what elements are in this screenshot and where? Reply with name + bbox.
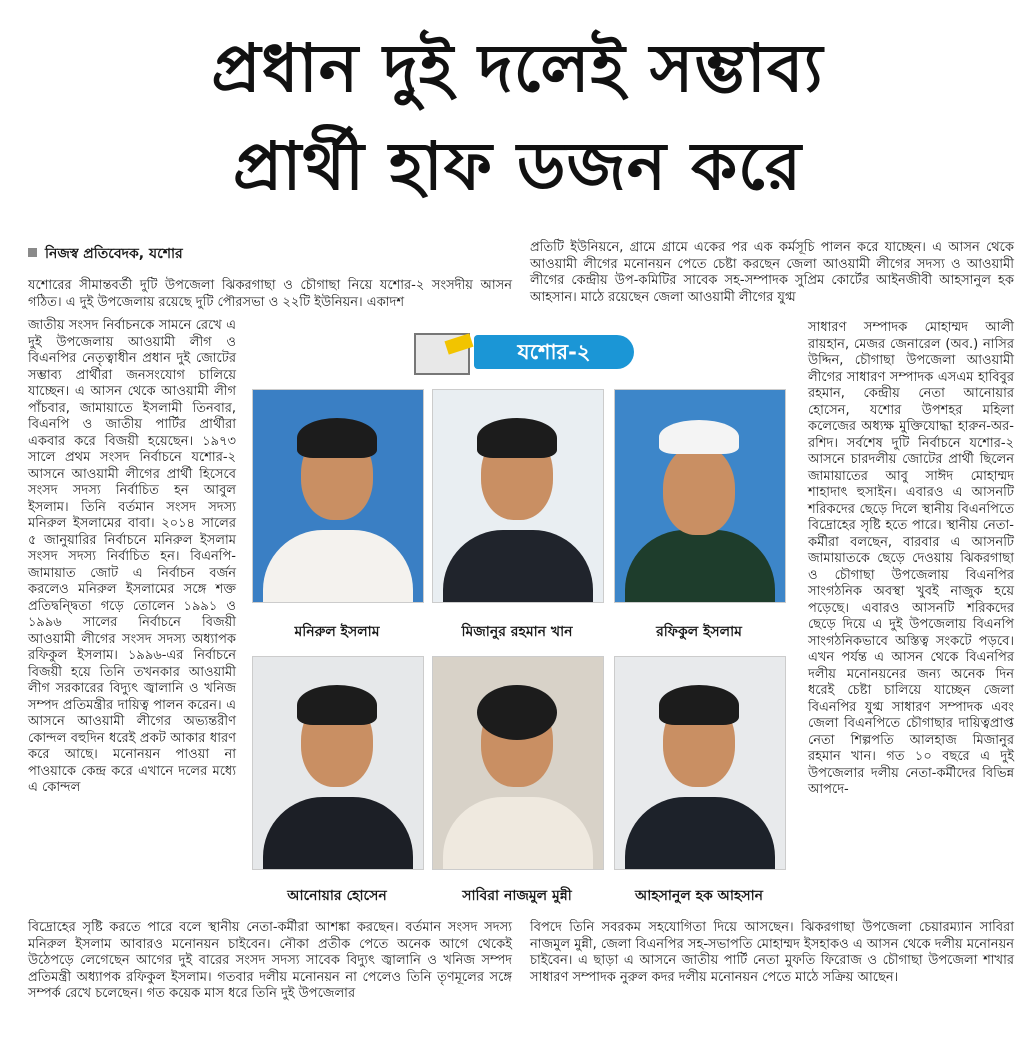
top-right-paragraph: প্রতিটি ইউনিয়নে, গ্রামে গ্রামে একের পর এক কর্মসূচি পালন করে যাচ্ছেন। এ আসন থেকে আওয়ামী লীগের মনোনয়ন পেতে চেষ্টা করছেন জেলা আওয়ামী লীগের সদস্য ও আওয়ামী লীগের কেন্দ্রীয় উপ-কমিটির সাবেক সহ-সম্পাদক সুপ্রিম কোর্টের আইনজীবী আহসানুল হক আহসান। মাঠে রয়েছেন জেলা আওয়ামী লীগের যুগ্ম (530, 240, 1014, 305)
photo-caption: রফিকুল ইসলাম (656, 624, 742, 640)
headline-line-1: প্রধান দুই দলেই সম্ভাব্য (211, 30, 824, 107)
bullet-square-icon (28, 248, 37, 257)
photo-caption: আহসানুল হক আহসান (634, 888, 764, 904)
photo-caption: সাবিরা নাজমুল মুন্নী (462, 888, 572, 904)
candidate-photo (432, 656, 604, 870)
headline-line-2: প্রার্থী হাফ ডজন করে (232, 128, 803, 205)
seat-banner-label: যশোর-২ (474, 335, 634, 369)
candidate-photo (614, 389, 786, 603)
right-column-text: সাধারণ সম্পাদক মোহাম্মদ আলী রায়হান, মেজর জেনারেল (অব.) নাসির উদ্দিন, চৌগাছা উপজেলা আওয়ামী লীগের সাধারণ সম্পাদক এসএম হাবিবুর রহমান, কেন্দ্রীয় নেতা আনোয়ার হোসেন, যশোর উপশহর মহিলা কলেজের অধ্যক্ষ মুক্তিযোদ্ধা হারুন-অর-রশিদ। সর্বশেষ দুটি নির্বাচনে যশোর-২ আসনে চারদলীয় জোটের প্রার্থী ছিলেন জামায়াতের আবু সাঈদ মোহাম্মদ শাহাদাৎ হুসাইন। এবারও এ আসনটি শরিকদের ছেড়ে দিলে স্থানীয় বিএনপিতে বিদ্রোহের সৃষ্টি হতে পারে। স্থানীয় নেতা-কর্মীরা বলছেন, বারবার এ আসনটি জামায়াতকে ছেড়ে দেওয়ায় ঝিকরগাছা ও চৌগাছা উপজেলায় বিএনপির সাংগঠনিক অবস্থা খুবই নাজুক হয়ে পড়েছে। এবারও আসনটি শরিকদের ছেড়ে দিয়ে এ দুই উপজেলায় বিএনপি সাংগঠনিকভাবে অস্তিত্ব সংকটে পড়বে। এখন পর্যন্ত এ আসন থেকে বিএনপির দলীয় মনোনয়নের জন্য অনেক দিন ধরেই চেষ্টা চালিয়ে যাচ্ছেন জেলা বিএনপির যুগ্ম সাধারণ সম্পাদক এবং জেলা বিএনপিতে চৌগাছার দায়িত্বপ্রাপ্ত নেতা শিল্পপতি আলহাজ মিজানুর রহমান খান। গত ১০ বছরে এ দুই উপজেলার দলীয় নেতা-কর্মীদের বিভিন্ন আপদে- (808, 320, 1014, 797)
intro-paragraph: যশোরের সীমান্তবর্তী দুটি উপজেলা ঝিকরগাছা ও চৌগাছা নিয়ে যশোর-২ সংসদীয় আসন গঠিত। এ দুই উপজেলায় রয়েছে দুটি পৌরসভা ও ২২টি ইউনিয়ন। একাদশ (28, 278, 512, 310)
bottom-left-paragraph: বিদ্রোহের সৃষ্টি করতে পারে বলে স্থানীয় নেতা-কর্মীরা আশঙ্কা করছেন। বর্তমান সংসদ সদস্য মনিরুল ইসলাম আবারও মনোনয়ন চাইবেন। নৌকা প্রতীক পেতে অনেক আগে থেকেই উঠেপড়ে লেগেছেন আগের দুই বারের সংসদ সদস্য সাবেক বিদ্যুৎ জ্বালানি ও খনিজ সম্পদ প্রতিমন্ত্রী অধ্যাপক রফিকুল ইসলাম। গতবার দলীয় মনোনয়ন না পেলেও তিনি তৃণমূলের সঙ্গে সম্পর্ক রেখে চলেছেন। গত কয়েক মাস ধরে তিনি দুই উপজেলার (28, 920, 512, 1001)
candidate-photo (252, 656, 424, 870)
photo-hair (297, 418, 377, 458)
seat-banner (396, 325, 636, 379)
byline (28, 242, 183, 266)
candidate-photo (614, 656, 786, 870)
candidate-photo (252, 389, 424, 603)
ballot-box-icon (414, 333, 470, 375)
bottom-right-paragraph: বিপদে তিনি সবরকম সহযোগিতা দিয়ে আসছেন। ঝিকরগাছা উপজেলা চেয়ারম্যান সাবিরা নাজমুল মুন্নী, জেলা বিএনপির সহ-সভাপতি মোহাম্মদ ইসহাকও এ আসন থেকে দলীয় মনোনয়ন চাইবেন। এ ছাড়া এ আসনে জাতীয় পার্টি নেতা মুফতি ফিরোজ ও চৌগাছা উপজেলা শাখার সাধারণ সম্পাদক নুরুল কদর দলীয় মনোনয়ন পেতে মাঠে সক্রিয় আছেন। (530, 920, 1014, 985)
photo-caption: মিজানুর রহমান খান (461, 624, 573, 640)
candidate-photo (432, 389, 604, 603)
byline-text: নিজস্ব প্রতিবেদক, যশোর (45, 246, 183, 262)
left-column-text: জাতীয় সংসদ নির্বাচনকে সামনে রেখে এ দুই উপজেলায় আওয়ামী লীগ ও বিএনপির নেতৃত্বাধীন প্রধান দুই জোটের সম্ভাব্য প্রার্থীরা জনসংযোগ চালিয়ে যাচ্ছেন। এ আসন থেকে আওয়ামী লীগ পাঁচবার, জামায়াতে ইসলামী তিনবার, বিএনপি ও জাতীয় পার্টির প্রার্থীরা একবার করে বিজয়ী হয়েছেন। ১৯৭৩ সালে প্রথম সংসদ নির্বাচনে যশোর-২ আসনে আওয়ামী লীগের প্রার্থী হিসেবে সংসদ সদস্য নির্বাচিত হন আবুল ইসলাম। তিনি বর্তমান সংসদ সদস্য মনিরুল ইসলামের বাবা। ২০১৪ সালের ৫ জানুয়ারির নির্বাচনে মনিরুল ইসলাম সংসদ সদস্য নির্বাচিত হন। বিএনপি-জামায়াত জোট এ নির্বাচন বর্জন করলেও মনিরুল ইসলামের সঙ্গে শক্ত প্রতিদ্বন্দ্বিতা গড়ে তোলেন ১৯৯১ ও ১৯৯৬ সালের নির্বাচনে বিজয়ী আওয়ামী লীগের সংসদ সদস্য অধ্যাপক রফিকুল ইসলাম। ১৯৯৬-এর নির্বাচনে বিজয়ী হয়ে তিনি তখনকার আওয়ামী লীগ সরকারের বিদ্যুৎ জ্বালানি ও খনিজ সম্পদ প্রতিমন্ত্রীর দায়িত্ব পালন করেন। এ আসনে আওয়ামী লীগের অভ্যন্তরীণ কোন্দল বহুদিন ধরেই প্রকট আকার ধারণ করে আছে। মনোনয়ন পাওয়া না পাওয়াকে কেন্দ্র করে এখানে দলের মধ্যে এ কোন্দল (28, 318, 236, 795)
photo-caption: মনিরুল ইসলাম (294, 624, 380, 640)
photo-caption: আনোয়ার হোসেন (287, 888, 387, 904)
